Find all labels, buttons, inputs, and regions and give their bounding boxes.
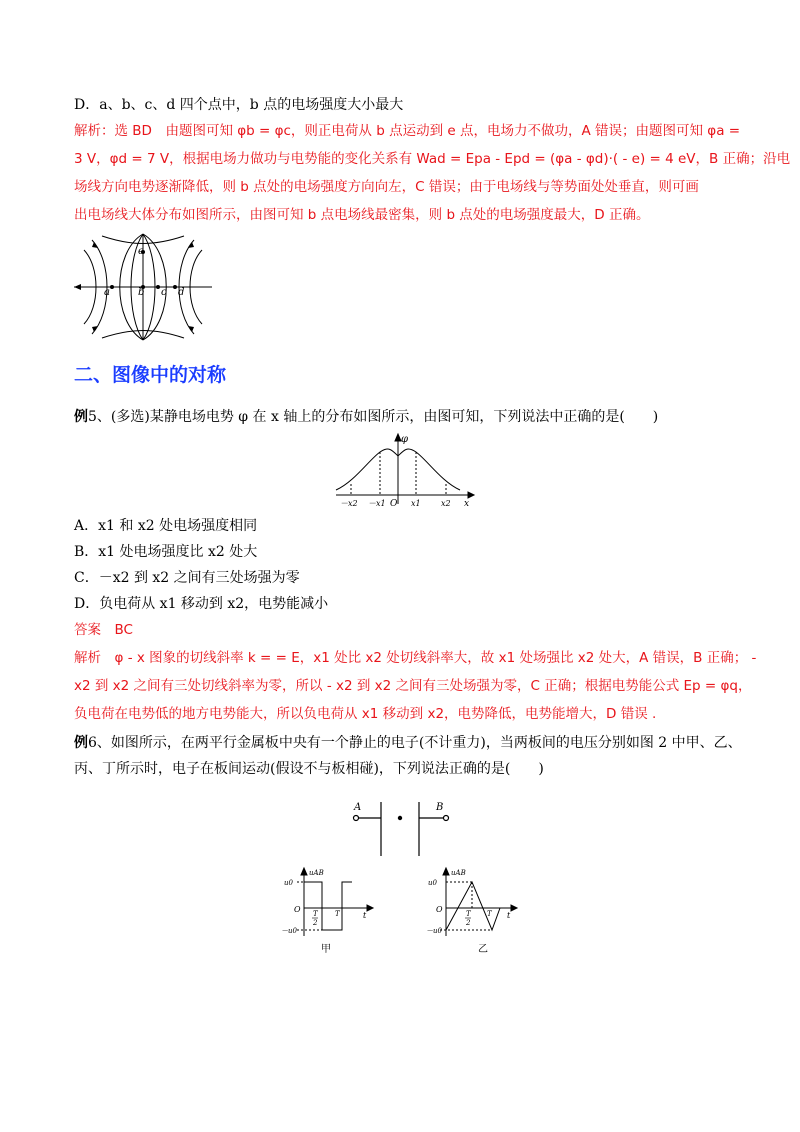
label-c: c <box>161 287 167 298</box>
tick-neg-x2: －x2 <box>340 499 358 508</box>
tick-x1: x1 <box>411 499 421 508</box>
voltage-graph-yi <box>426 864 526 956</box>
jia-half-t: T <box>313 910 318 918</box>
ex5-option-c: C．－x2 到 x2 之间有三处场强为零 <box>74 570 300 586</box>
ex5-analysis-3: 负电荷在电势低的地方电势能大，所以负电荷从 x1 移动到 x2，电势降低，电势能增大，D 错误 . <box>74 706 657 722</box>
example-6-stem-1 <box>74 730 742 756</box>
jia-t-period: T <box>335 910 340 918</box>
yi-y-label: uAB <box>451 869 466 877</box>
yi-caption: 乙 <box>478 944 488 955</box>
tick-origin: O <box>390 499 398 508</box>
label-d: d <box>178 287 185 298</box>
plate-b-label: B <box>436 802 444 813</box>
section-heading: 二、图像中的对称 <box>74 364 227 386</box>
phi-x-graph <box>334 432 478 508</box>
yi-neg-u0: －u0 <box>426 927 442 935</box>
analysis-line-3: 场线方向电势逐渐降低，则 b 点处的电场强度方向向左，C 错误；由于电场线与等势面处处垂直，则可画 <box>74 179 699 195</box>
ex5-answer: 答案 BC <box>74 622 133 638</box>
ex5-option-a: A．x1 和 x2 处电场强度相同 <box>74 518 258 534</box>
phi-axis-label: φ <box>401 434 409 445</box>
field-line-diagram <box>72 232 214 342</box>
jia-t-label: t <box>363 911 367 920</box>
ex5-analysis-2: x2 到 x2 之间有三处切线斜率为零，所以 - x2 到 x2 之间有三处场强为零，C 正确；根据电势能公式 Ep = φq， <box>74 678 752 694</box>
example-6-text-1: 6、如图所示，在两平行金属板中央有一个静止的电子(不计重力)，当两板间的电压分别如图 2 中甲、乙、 <box>88 735 742 751</box>
yi-origin: O <box>436 905 443 914</box>
tick-x2: x2 <box>441 499 451 508</box>
tick-neg-x1: －x1 <box>368 499 386 508</box>
jia-half-t-den: 2 <box>313 919 318 927</box>
jia-y-label: uAB <box>309 869 324 877</box>
plate-a-label: A <box>354 802 362 813</box>
ex5-option-d: D．负电荷从 x1 移动到 x2，电势能减小 <box>74 596 329 612</box>
example-label: 例 <box>74 409 88 425</box>
jia-u0: u0 <box>284 879 293 887</box>
yi-t-period: T <box>487 910 492 918</box>
voltage-graph-jia <box>280 864 380 956</box>
ex5-analysis-1: 解析 φ - x 图象的切线斜率 k = = E，x1 处比 x2 处切线斜率大，故 x1 处场强比 x2 处大，A 错误，B 正确； - <box>74 650 757 666</box>
ex5-option-b: B．x1 处电场强度比 x2 处大 <box>74 544 258 560</box>
yi-u0: u0 <box>428 879 437 887</box>
label-b: b <box>138 287 145 298</box>
jia-origin: O <box>294 905 301 914</box>
analysis-line-4: 出电场线大体分布如图所示，由图可知 b 点电场线最密集，则 b 点处的电场强度最大，D 正确。 <box>74 207 650 223</box>
yi-half-t: T <box>466 910 471 918</box>
example-5-text: 5、(多选)某静电场电势 φ 在 x 轴上的分布如图所示，由图可知，下列说法中正确的是( ) <box>88 409 659 425</box>
analysis-line-1: 解析：选 BD 由题图可知 φb = φc，则正电荷从 b 点运动到 e 点，电场力不做功，A 错误；由题图可知 φa = <box>74 123 741 139</box>
x-axis-label: x <box>464 499 470 508</box>
example-5-stem <box>74 404 734 430</box>
label-a: a <box>104 287 110 298</box>
yi-t-label: t <box>507 911 511 920</box>
label-e: e <box>138 246 144 257</box>
yi-half-t-den: 2 <box>466 919 471 927</box>
jia-caption: 甲 <box>321 944 331 955</box>
parallel-plates-diagram <box>350 800 450 858</box>
example-6-stem-2: 丙、丁所示时，电子在板间运动(假设不与板相碰)，下列说法正确的是( ) <box>74 761 544 777</box>
jia-neg-u0: －u0 <box>281 927 297 935</box>
example-label: 例 <box>74 735 88 751</box>
analysis-line-2: 3 V，φd = 7 V，根据电场力做功与电势能的变化关系有 Wad = Epa - Epd = (φa - φd)·( - e) = 4 eV，B 正确；沿电 <box>74 151 791 167</box>
option-d-line: D．a、b、c、d 四个点中，b 点的电场强度大小最大 <box>74 97 404 113</box>
